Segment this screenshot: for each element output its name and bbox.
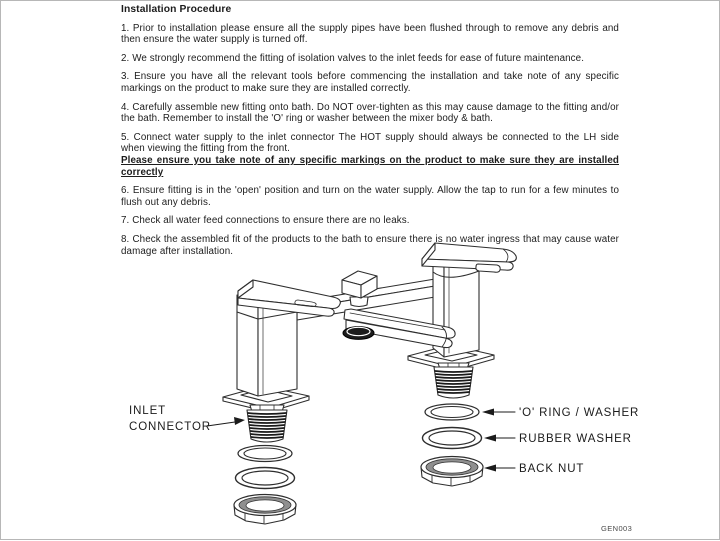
inlet-arrow-icon (234, 417, 245, 425)
instruction-step-3: 3. Ensure you have all the relevant tools before commencing the installation and take note of any specific markings on the product to make sure they are installed correctly. (121, 71, 619, 94)
bath-mixer-tap-diagram (1, 1, 720, 541)
rubber-washer-drawing-right (423, 428, 482, 449)
rubber-washer-label: RUBBER WASHER (519, 433, 632, 445)
instruction-step-8: 8. Check the assembled fit of the products to the bath to ensure there is no water ingress that may cause water damage after installation. (121, 233, 619, 257)
inlet-connector-label (129, 403, 211, 435)
o-ring-label: 'O' RING / WASHER (519, 407, 640, 419)
instruction-step-1: 1. Prior to installation please ensure all the supply pipes have been flushed through to remove any debris and then ensure the water supply is turned off. (121, 22, 619, 46)
inlet-connector-label-line1: INLET (129, 405, 167, 417)
instruction-step-2: 2. We strongly recommend the fitting of isolation valves to the inlet feeds for ease of future maintenance. (121, 52, 585, 64)
instruction-step-6: 6. Ensure fitting is in the 'open' position and turn on the water supply. Allow the tap to run for a few minutes to flush out any debris. (121, 185, 619, 208)
aerator-drawing (343, 327, 374, 340)
o-ring-arrow-icon (482, 409, 494, 416)
o-ring-drawing-left (238, 446, 292, 462)
inlet-connector-label-line2: CONNECTOR (129, 421, 212, 433)
o-ring-drawing-right (425, 404, 479, 420)
instruction-step-7: 7. Check all water feed connections to ensure there are no leaks. (121, 215, 410, 227)
back-nut-arrow-icon (484, 465, 496, 472)
back-nut-drawing-left (234, 495, 296, 525)
back-nut-drawing-right (421, 457, 483, 487)
page-title: Installation Procedure (121, 4, 232, 15)
document-code: GEN003 (601, 524, 633, 533)
back-nut-label: BACK NUT (519, 463, 585, 475)
rubber-washer-drawing-left (236, 468, 295, 489)
right-inlet-thread-drawing (434, 363, 473, 398)
instruction-step-5: 5. Connect water supply to the inlet connector The HOT supply should always be connected to the LH side when viewing the fitting from the front. (121, 131, 619, 155)
left-inlet-thread-drawing (247, 405, 287, 442)
rubber-washer-arrow-icon (484, 435, 496, 442)
instruction-step-4: 4. Carefully assemble new fitting onto bath. Do NOT over-tighten as this may cause damage to the fitting and/or the bath. Remember to install the 'O' ring or washer between the mixer body & bath. (121, 101, 619, 125)
important-note: Please ensure you take note of any specific markings on the product to make sure they are installed correctly (121, 154, 619, 178)
